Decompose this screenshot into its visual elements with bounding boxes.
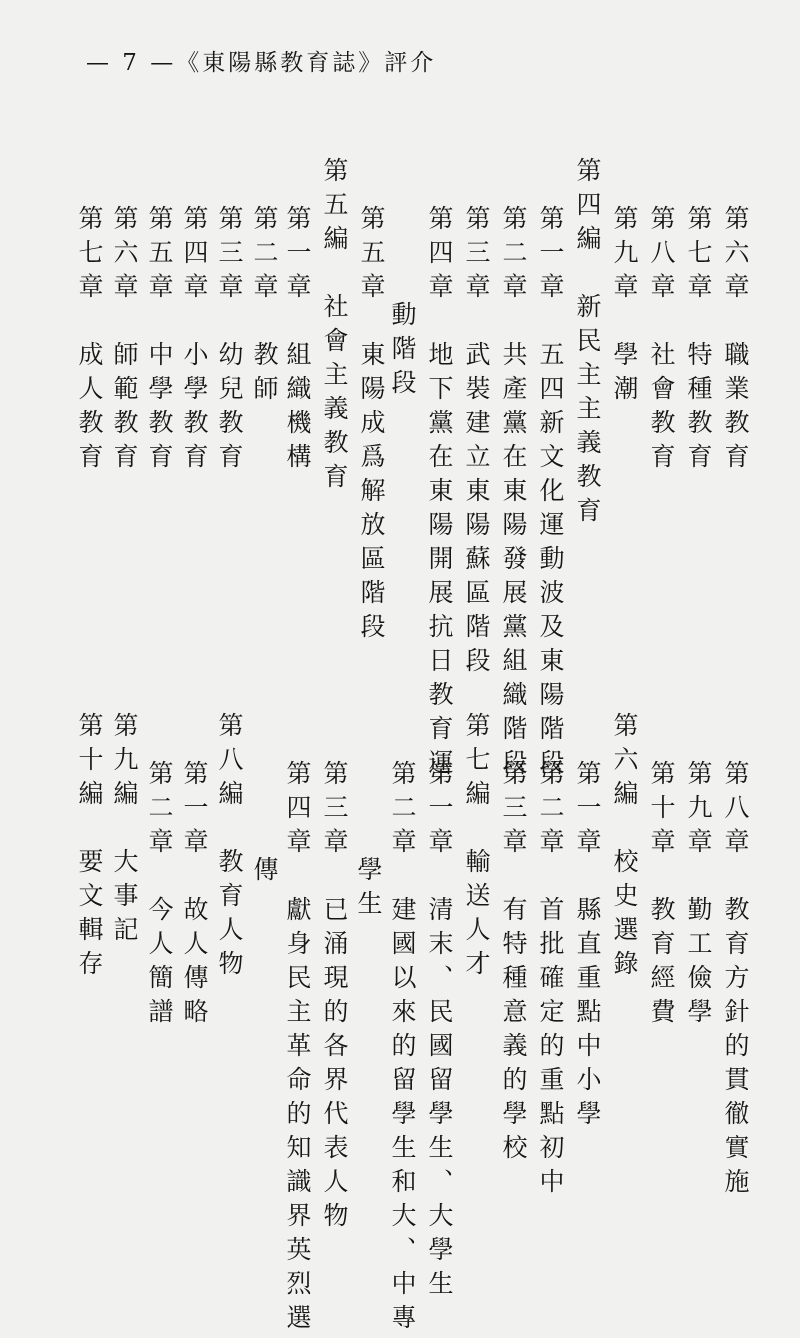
toc-part-heading: 第六編 校史選錄: [610, 712, 639, 984]
toc-entry: 第五章 東陽成爲解放區階段: [357, 205, 386, 647]
toc-entry: 第八章 教育方針的貫徹實施: [721, 760, 750, 1202]
toc-entry: 第九章 學潮: [610, 205, 639, 409]
toc-entry: 第二章 教師: [250, 205, 279, 409]
toc-part-heading: 第十編 要文輯存: [75, 712, 104, 984]
toc-entry: 第二章 首批確定的重點初中: [536, 760, 565, 1202]
toc-entry: 第四章 獻身民主革命的知識界英烈選: [283, 760, 312, 1338]
toc-entry: 第二章 今人簡譜: [145, 760, 174, 1032]
toc-entry: 第一章 故人傳略: [180, 760, 209, 1032]
toc-part-heading: 第八編 教育人物: [215, 712, 244, 984]
page-header: — 7 —《東陽縣教育誌》評介: [86, 50, 437, 76]
toc-entry: 第三章 有特種意義的學校: [499, 760, 528, 1168]
toc-entry: 第九章 勤工儉學: [684, 760, 713, 1032]
toc-entry: 第五章 中學教育: [145, 205, 174, 477]
toc-entry: 第三章 武裝建立東陽蘇區階段: [462, 205, 491, 681]
toc-entry: 第一章 清末、民國留學生、大學生: [425, 760, 454, 1304]
toc-entry: 第一章 五四新文化運動波及東陽階段: [536, 205, 565, 783]
toc-entry: 第一章 組織機構: [283, 205, 312, 477]
toc-part-heading: 第七編 輸送人才: [462, 712, 491, 984]
toc-entry: 第八章 社會教育: [647, 205, 676, 477]
toc-part-heading: 第五編 社會主義教育: [320, 157, 349, 497]
toc-entry: 第一章 縣直重點中小學: [573, 760, 602, 1134]
toc-entry: 第十章 教育經費: [647, 760, 676, 1032]
toc-entry-continued: 學生: [354, 856, 383, 924]
toc-entry: 第四章 小學教育: [180, 205, 209, 477]
toc-entry: 第三章 已涌現的各界代表人物: [320, 760, 349, 1236]
toc-entry-continued: 傳: [250, 856, 279, 890]
toc-part-heading: 第四編 新民主主義教育: [573, 157, 602, 531]
toc-entry: 第六章 職業教育: [721, 205, 750, 477]
toc-part-heading: 第九編 大事記: [110, 712, 139, 950]
toc-entry: 第六章 師範教育: [110, 205, 139, 477]
toc-entry: 第二章 建國以來的留學生和大、中專: [388, 760, 417, 1338]
toc-entry: 第七章 成人教育: [75, 205, 104, 477]
toc-entry-continued: 動階段: [388, 301, 417, 403]
toc-entry: 第三章 幼兒教育: [215, 205, 244, 477]
toc-entry: 第四章 地下黨在東陽開展抗日教育運: [425, 205, 454, 783]
toc-entry: 第二章 共產黨在東陽發展黨組織階段: [499, 205, 528, 783]
toc-entry: 第七章 特種教育: [684, 205, 713, 477]
